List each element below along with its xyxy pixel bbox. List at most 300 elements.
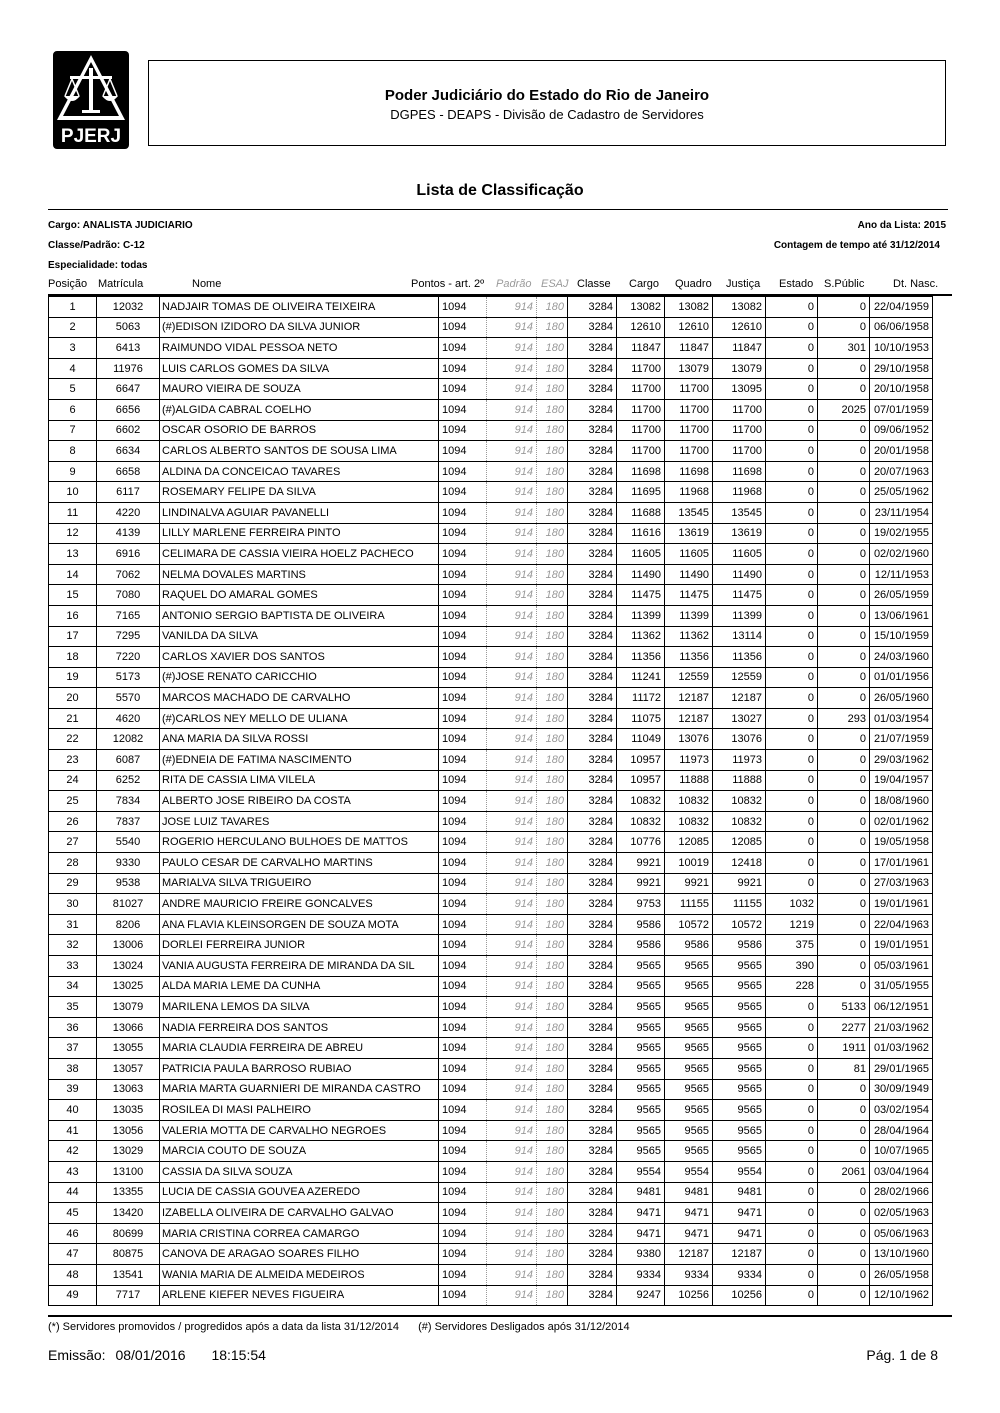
cell-estado: 0	[766, 1038, 818, 1059]
cell-dtnasc: 19/01/1951	[870, 935, 933, 956]
cell-justica: 9565	[713, 1038, 766, 1059]
cell-estado: 0	[766, 482, 818, 503]
cell-quadro: 11490	[665, 564, 713, 585]
table-row	[49, 626, 933, 647]
cell-cargo: 9565	[617, 956, 665, 977]
cell-estado: 1032	[766, 894, 818, 915]
table-row	[49, 935, 933, 956]
cell-matricula: 13055	[97, 1038, 160, 1059]
cell-quadro: 10832	[665, 791, 713, 812]
cell-posicao: 22	[49, 729, 97, 750]
cell-pontos: 1094	[439, 1017, 487, 1038]
cell-quadro: 10572	[665, 914, 713, 935]
cell-esaj: 180	[537, 297, 568, 318]
cell-cargo: 9565	[617, 1120, 665, 1141]
cell-justica: 12559	[713, 667, 766, 688]
cell-esaj: 180	[537, 1161, 568, 1182]
cell-padrao: 914	[487, 1141, 537, 1162]
cell-cargo: 10957	[617, 770, 665, 791]
cell-pontos: 1094	[439, 317, 487, 338]
cell-dtnasc: 26/05/1958	[870, 1264, 933, 1285]
col-header-classe: Classe	[577, 278, 611, 290]
table-row	[49, 997, 933, 1018]
cell-classe: 3284	[568, 935, 617, 956]
cell-justica: 13619	[713, 523, 766, 544]
cell-dtnasc: 18/08/1960	[870, 791, 933, 812]
cell-justica: 9565	[713, 1079, 766, 1100]
cell-estado: 0	[766, 1203, 818, 1224]
cell-quadro: 12187	[665, 688, 713, 709]
cell-pontos: 1094	[439, 873, 487, 894]
cell-estado: 0	[766, 544, 818, 565]
cell-spublic: 2061	[818, 1161, 870, 1182]
cell-posicao: 25	[49, 791, 97, 812]
cell-pontos: 1094	[439, 750, 487, 771]
cell-matricula: 7220	[97, 647, 160, 668]
cell-padrao: 914	[487, 482, 537, 503]
cell-nome: CASSIA DA SILVA SOUZA	[160, 1161, 439, 1182]
cell-padrao: 914	[487, 1223, 537, 1244]
cell-spublic: 0	[818, 1182, 870, 1203]
legend	[48, 1321, 630, 1333]
cell-classe: 3284	[568, 544, 617, 565]
cell-nome: OSCAR OSORIO DE BARROS	[160, 420, 439, 441]
cell-padrao: 914	[487, 1264, 537, 1285]
cell-dtnasc: 15/10/1959	[870, 626, 933, 647]
cell-nome: LINDINALVA AGUIAR PAVANELLI	[160, 502, 439, 523]
table-row	[49, 667, 933, 688]
cell-pontos: 1094	[439, 853, 487, 874]
col-header-estado: Estado	[779, 278, 814, 290]
cell-cargo: 11241	[617, 667, 665, 688]
cell-pontos: 1094	[439, 770, 487, 791]
cell-matricula: 4620	[97, 708, 160, 729]
cell-cargo: 9247	[617, 1285, 665, 1306]
cell-quadro: 9565	[665, 1079, 713, 1100]
dept-name: DGPES - DEAPS - Divisão de Cadastro de Servidores	[390, 107, 704, 122]
cell-classe: 3284	[568, 1203, 617, 1224]
cell-esaj: 180	[537, 997, 568, 1018]
table-row	[49, 1244, 933, 1265]
cell-estado: 0	[766, 873, 818, 894]
cell-justica: 9565	[713, 1058, 766, 1079]
cell-padrao: 914	[487, 585, 537, 606]
contagem-label: Contagem de tempo até 31/12/2014	[773, 240, 940, 251]
cell-esaj: 180	[537, 832, 568, 853]
cell-classe: 3284	[568, 1017, 617, 1038]
cell-posicao: 4	[49, 358, 97, 379]
cell-posicao: 10	[49, 482, 97, 503]
cell-cargo: 9565	[617, 1017, 665, 1038]
cell-padrao: 914	[487, 935, 537, 956]
cell-posicao: 32	[49, 935, 97, 956]
cell-posicao: 2	[49, 317, 97, 338]
cell-padrao: 914	[487, 791, 537, 812]
cell-posicao: 47	[49, 1244, 97, 1265]
cell-cargo: 9586	[617, 935, 665, 956]
table-row	[49, 1161, 933, 1182]
cell-matricula: 7080	[97, 585, 160, 606]
cell-matricula: 7834	[97, 791, 160, 812]
cell-nome: CARLOS XAVIER DOS SANTOS	[160, 647, 439, 668]
cell-cargo: 11049	[617, 729, 665, 750]
cell-nome: LUCIA DE CASSIA GOUVEA AZEREDO	[160, 1182, 439, 1203]
cell-spublic: 0	[818, 1079, 870, 1100]
cell-quadro: 13076	[665, 729, 713, 750]
cell-cargo: 9565	[617, 1100, 665, 1121]
cell-spublic: 0	[818, 461, 870, 482]
cell-justica: 11698	[713, 461, 766, 482]
cell-esaj: 180	[537, 956, 568, 977]
cell-pontos: 1094	[439, 1264, 487, 1285]
table-row	[49, 399, 933, 420]
cell-quadro: 9334	[665, 1264, 713, 1285]
cell-matricula: 6252	[97, 770, 160, 791]
cell-matricula: 4220	[97, 502, 160, 523]
table-row	[49, 647, 933, 668]
cell-posicao: 31	[49, 914, 97, 935]
cell-nome: MARCOS MACHADO DE CARVALHO	[160, 688, 439, 709]
cell-pontos: 1094	[439, 1058, 487, 1079]
cell-justica: 9586	[713, 935, 766, 956]
cell-nome: VALERIA MOTTA DE CARVALHO NEGROES	[160, 1120, 439, 1141]
cell-estado: 0	[766, 1285, 818, 1306]
cell-pontos: 1094	[439, 1100, 487, 1121]
cell-nome: VANIA AUGUSTA FERREIRA DE MIRANDA DA SIL	[160, 956, 439, 977]
cell-spublic: 0	[818, 729, 870, 750]
cell-posicao: 27	[49, 832, 97, 853]
cell-justica: 11847	[713, 338, 766, 359]
cell-matricula: 7165	[97, 605, 160, 626]
cell-justica: 13079	[713, 358, 766, 379]
cell-posicao: 38	[49, 1058, 97, 1079]
cell-quadro: 11847	[665, 338, 713, 359]
cell-posicao: 48	[49, 1264, 97, 1285]
cell-dtnasc: 13/06/1961	[870, 605, 933, 626]
cell-esaj: 180	[537, 729, 568, 750]
cell-spublic: 2025	[818, 399, 870, 420]
cell-esaj: 180	[537, 317, 568, 338]
cell-pontos: 1094	[439, 399, 487, 420]
cell-matricula: 13056	[97, 1120, 160, 1141]
cell-justica: 11700	[713, 420, 766, 441]
cell-dtnasc: 09/06/1952	[870, 420, 933, 441]
cell-esaj: 180	[537, 894, 568, 915]
cell-pontos: 1094	[439, 976, 487, 997]
cell-classe: 3284	[568, 626, 617, 647]
cell-quadro: 11475	[665, 585, 713, 606]
cell-padrao: 914	[487, 894, 537, 915]
cell-matricula: 80875	[97, 1244, 160, 1265]
cell-posicao: 14	[49, 564, 97, 585]
cell-estado: 0	[766, 770, 818, 791]
cell-classe: 3284	[568, 585, 617, 606]
cell-nome: VANILDA DA SILVA	[160, 626, 439, 647]
table-row	[49, 688, 933, 709]
col-header-nome: Nome	[192, 278, 222, 290]
cell-dtnasc: 03/04/1964	[870, 1161, 933, 1182]
cell-quadro: 12187	[665, 1244, 713, 1265]
cell-justica: 11475	[713, 585, 766, 606]
cell-pontos: 1094	[439, 626, 487, 647]
cell-spublic: 0	[818, 1223, 870, 1244]
cell-estado: 0	[766, 729, 818, 750]
cell-quadro: 9565	[665, 976, 713, 997]
table-row	[49, 564, 933, 585]
cell-esaj: 180	[537, 811, 568, 832]
cell-cargo: 9481	[617, 1182, 665, 1203]
cell-justica: 9554	[713, 1161, 766, 1182]
table-row	[49, 811, 933, 832]
cell-classe: 3284	[568, 791, 617, 812]
cell-matricula: 6916	[97, 544, 160, 565]
cell-esaj: 180	[537, 564, 568, 585]
cell-spublic: 0	[818, 317, 870, 338]
col-header-cargo: Cargo	[629, 278, 659, 290]
table-row	[49, 420, 933, 441]
cell-classe: 3284	[568, 523, 617, 544]
cell-pontos: 1094	[439, 811, 487, 832]
cell-esaj: 180	[537, 626, 568, 647]
table-row	[49, 441, 933, 462]
cell-quadro: 11700	[665, 399, 713, 420]
cell-classe: 3284	[568, 1100, 617, 1121]
table-row	[49, 317, 933, 338]
cell-esaj: 180	[537, 1141, 568, 1162]
cell-posicao: 8	[49, 441, 97, 462]
cell-posicao: 6	[49, 399, 97, 420]
cell-estado: 0	[766, 853, 818, 874]
cell-esaj: 180	[537, 667, 568, 688]
classification-table	[48, 296, 933, 1306]
cell-matricula: 81027	[97, 894, 160, 915]
cell-estado: 0	[766, 791, 818, 812]
cell-estado: 0	[766, 750, 818, 771]
cell-cargo: 9565	[617, 976, 665, 997]
cell-matricula: 12032	[97, 297, 160, 318]
cell-nome: WANIA MARIA DE ALMEIDA MEDEIROS	[160, 1264, 439, 1285]
cell-quadro: 12187	[665, 708, 713, 729]
cell-nome: ANA MARIA DA SILVA ROSSI	[160, 729, 439, 750]
cell-esaj: 180	[537, 750, 568, 771]
cell-pontos: 1094	[439, 956, 487, 977]
cell-justica: 9565	[713, 1100, 766, 1121]
cell-quadro: 9471	[665, 1203, 713, 1224]
cell-quadro: 11968	[665, 482, 713, 503]
cell-spublic: 0	[818, 544, 870, 565]
cell-cargo: 9565	[617, 1141, 665, 1162]
cell-matricula: 13029	[97, 1141, 160, 1162]
cell-padrao: 914	[487, 626, 537, 647]
cell-quadro: 12610	[665, 317, 713, 338]
cell-justica: 9481	[713, 1182, 766, 1203]
table-row	[49, 956, 933, 977]
cell-justica: 12085	[713, 832, 766, 853]
page-number: Pág. 1 de 8	[866, 1347, 938, 1363]
cell-nome: MARILENA LEMOS DA SILVA	[160, 997, 439, 1018]
cell-spublic: 81	[818, 1058, 870, 1079]
cell-justica: 11490	[713, 564, 766, 585]
cell-nome: (#)EDISON IZIDORO DA SILVA JUNIOR	[160, 317, 439, 338]
cell-nome: ALDINA DA CONCEICAO TAVARES	[160, 461, 439, 482]
cell-matricula: 6413	[97, 338, 160, 359]
table-row	[49, 338, 933, 359]
cell-matricula: 80699	[97, 1223, 160, 1244]
cell-matricula: 6634	[97, 441, 160, 462]
cell-pontos: 1094	[439, 832, 487, 853]
cell-cargo: 11688	[617, 502, 665, 523]
cell-nome: PAULO CESAR DE CARVALHO MARTINS	[160, 853, 439, 874]
cell-posicao: 35	[49, 997, 97, 1018]
cell-posicao: 17	[49, 626, 97, 647]
cell-classe: 3284	[568, 461, 617, 482]
cell-estado: 1219	[766, 914, 818, 935]
cell-padrao: 914	[487, 605, 537, 626]
cell-classe: 3284	[568, 873, 617, 894]
table-row	[49, 1017, 933, 1038]
classe-label: Classe/Padrão: C-12	[48, 240, 145, 251]
cell-pontos: 1094	[439, 1285, 487, 1306]
cell-cargo: 10776	[617, 832, 665, 853]
cell-quadro: 11362	[665, 626, 713, 647]
cell-pontos: 1094	[439, 1244, 487, 1265]
pjerj-logo	[52, 50, 130, 150]
cell-classe: 3284	[568, 894, 617, 915]
cell-classe: 3284	[568, 482, 617, 503]
cell-classe: 3284	[568, 1285, 617, 1306]
cell-dtnasc: 13/10/1960	[870, 1244, 933, 1265]
cell-nome: ROSILEA DI MASI PALHEIRO	[160, 1100, 439, 1121]
cell-spublic: 301	[818, 338, 870, 359]
cell-padrao: 914	[487, 461, 537, 482]
cell-matricula: 13355	[97, 1182, 160, 1203]
table-row	[49, 832, 933, 853]
cell-spublic: 0	[818, 750, 870, 771]
table-row	[49, 1079, 933, 1100]
cell-spublic: 0	[818, 1120, 870, 1141]
cell-classe: 3284	[568, 1182, 617, 1203]
cell-classe: 3284	[568, 1244, 617, 1265]
cell-justica: 11968	[713, 482, 766, 503]
cell-cargo: 9565	[617, 1038, 665, 1059]
cell-dtnasc: 20/07/1963	[870, 461, 933, 482]
cell-cargo: 9334	[617, 1264, 665, 1285]
cell-spublic: 0	[818, 647, 870, 668]
cell-dtnasc: 10/10/1953	[870, 338, 933, 359]
cell-classe: 3284	[568, 729, 617, 750]
cell-matricula: 9538	[97, 873, 160, 894]
cell-spublic: 0	[818, 976, 870, 997]
cell-pontos: 1094	[439, 1120, 487, 1141]
cell-esaj: 180	[537, 873, 568, 894]
cell-spublic: 0	[818, 502, 870, 523]
cell-quadro: 9565	[665, 956, 713, 977]
cell-estado: 375	[766, 935, 818, 956]
cell-cargo: 9565	[617, 1079, 665, 1100]
cell-posicao: 43	[49, 1161, 97, 1182]
table-body	[49, 297, 933, 1306]
cell-estado: 0	[766, 502, 818, 523]
cell-pontos: 1094	[439, 791, 487, 812]
cell-justica: 9565	[713, 1141, 766, 1162]
cell-posicao: 45	[49, 1203, 97, 1224]
cell-cargo: 11172	[617, 688, 665, 709]
cell-spublic: 0	[818, 832, 870, 853]
cell-cargo: 11362	[617, 626, 665, 647]
cell-matricula: 6647	[97, 379, 160, 400]
cell-nome: LUIS CARLOS GOMES DA SILVA	[160, 358, 439, 379]
cell-dtnasc: 22/04/1963	[870, 914, 933, 935]
cell-quadro: 9565	[665, 1017, 713, 1038]
table-row	[49, 729, 933, 750]
cell-nome: ANA FLAVIA KLEINSORGEN DE SOUZA MOTA	[160, 914, 439, 935]
cell-matricula: 7295	[97, 626, 160, 647]
cell-quadro: 11698	[665, 461, 713, 482]
table-row	[49, 502, 933, 523]
cell-estado: 0	[766, 647, 818, 668]
cell-posicao: 15	[49, 585, 97, 606]
cell-justica: 13095	[713, 379, 766, 400]
cell-pontos: 1094	[439, 297, 487, 318]
cell-pontos: 1094	[439, 1182, 487, 1203]
cell-padrao: 914	[487, 1120, 537, 1141]
cell-justica: 9471	[713, 1203, 766, 1224]
cell-classe: 3284	[568, 399, 617, 420]
cell-spublic: 0	[818, 626, 870, 647]
cell-cargo: 11700	[617, 441, 665, 462]
cell-pontos: 1094	[439, 1079, 487, 1100]
cell-cargo: 9471	[617, 1223, 665, 1244]
cell-nome: MARIALVA SILVA TRIGUEIRO	[160, 873, 439, 894]
cell-posicao: 39	[49, 1079, 97, 1100]
cell-estado: 0	[766, 564, 818, 585]
cell-classe: 3284	[568, 358, 617, 379]
table-row	[49, 1223, 933, 1244]
cell-posicao: 40	[49, 1100, 97, 1121]
cell-padrao: 914	[487, 317, 537, 338]
table-row	[49, 1203, 933, 1224]
cell-cargo: 9586	[617, 914, 665, 935]
cell-classe: 3284	[568, 605, 617, 626]
cell-estado: 0	[766, 605, 818, 626]
cell-spublic: 0	[818, 358, 870, 379]
cell-pontos: 1094	[439, 358, 487, 379]
divider	[48, 209, 948, 210]
cell-esaj: 180	[537, 585, 568, 606]
cell-estado: 0	[766, 297, 818, 318]
cell-cargo: 11847	[617, 338, 665, 359]
cell-estado: 0	[766, 1100, 818, 1121]
cell-quadro: 12559	[665, 667, 713, 688]
cell-cargo: 9565	[617, 997, 665, 1018]
cell-esaj: 180	[537, 1079, 568, 1100]
cell-justica: 9565	[713, 956, 766, 977]
cell-spublic: 0	[818, 1244, 870, 1265]
cell-padrao: 914	[487, 1182, 537, 1203]
cell-classe: 3284	[568, 688, 617, 709]
cell-spublic: 0	[818, 605, 870, 626]
cell-pontos: 1094	[439, 1223, 487, 1244]
cell-esaj: 180	[537, 605, 568, 626]
cell-cargo: 10832	[617, 791, 665, 812]
cell-pontos: 1094	[439, 441, 487, 462]
cell-nome: DORLEI FERREIRA JUNIOR	[160, 935, 439, 956]
cell-spublic: 0	[818, 811, 870, 832]
cell-matricula: 7717	[97, 1285, 160, 1306]
cell-dtnasc: 12/11/1953	[870, 564, 933, 585]
cell-padrao: 914	[487, 1285, 537, 1306]
cell-nome: JOSE LUIZ TAVARES	[160, 811, 439, 832]
